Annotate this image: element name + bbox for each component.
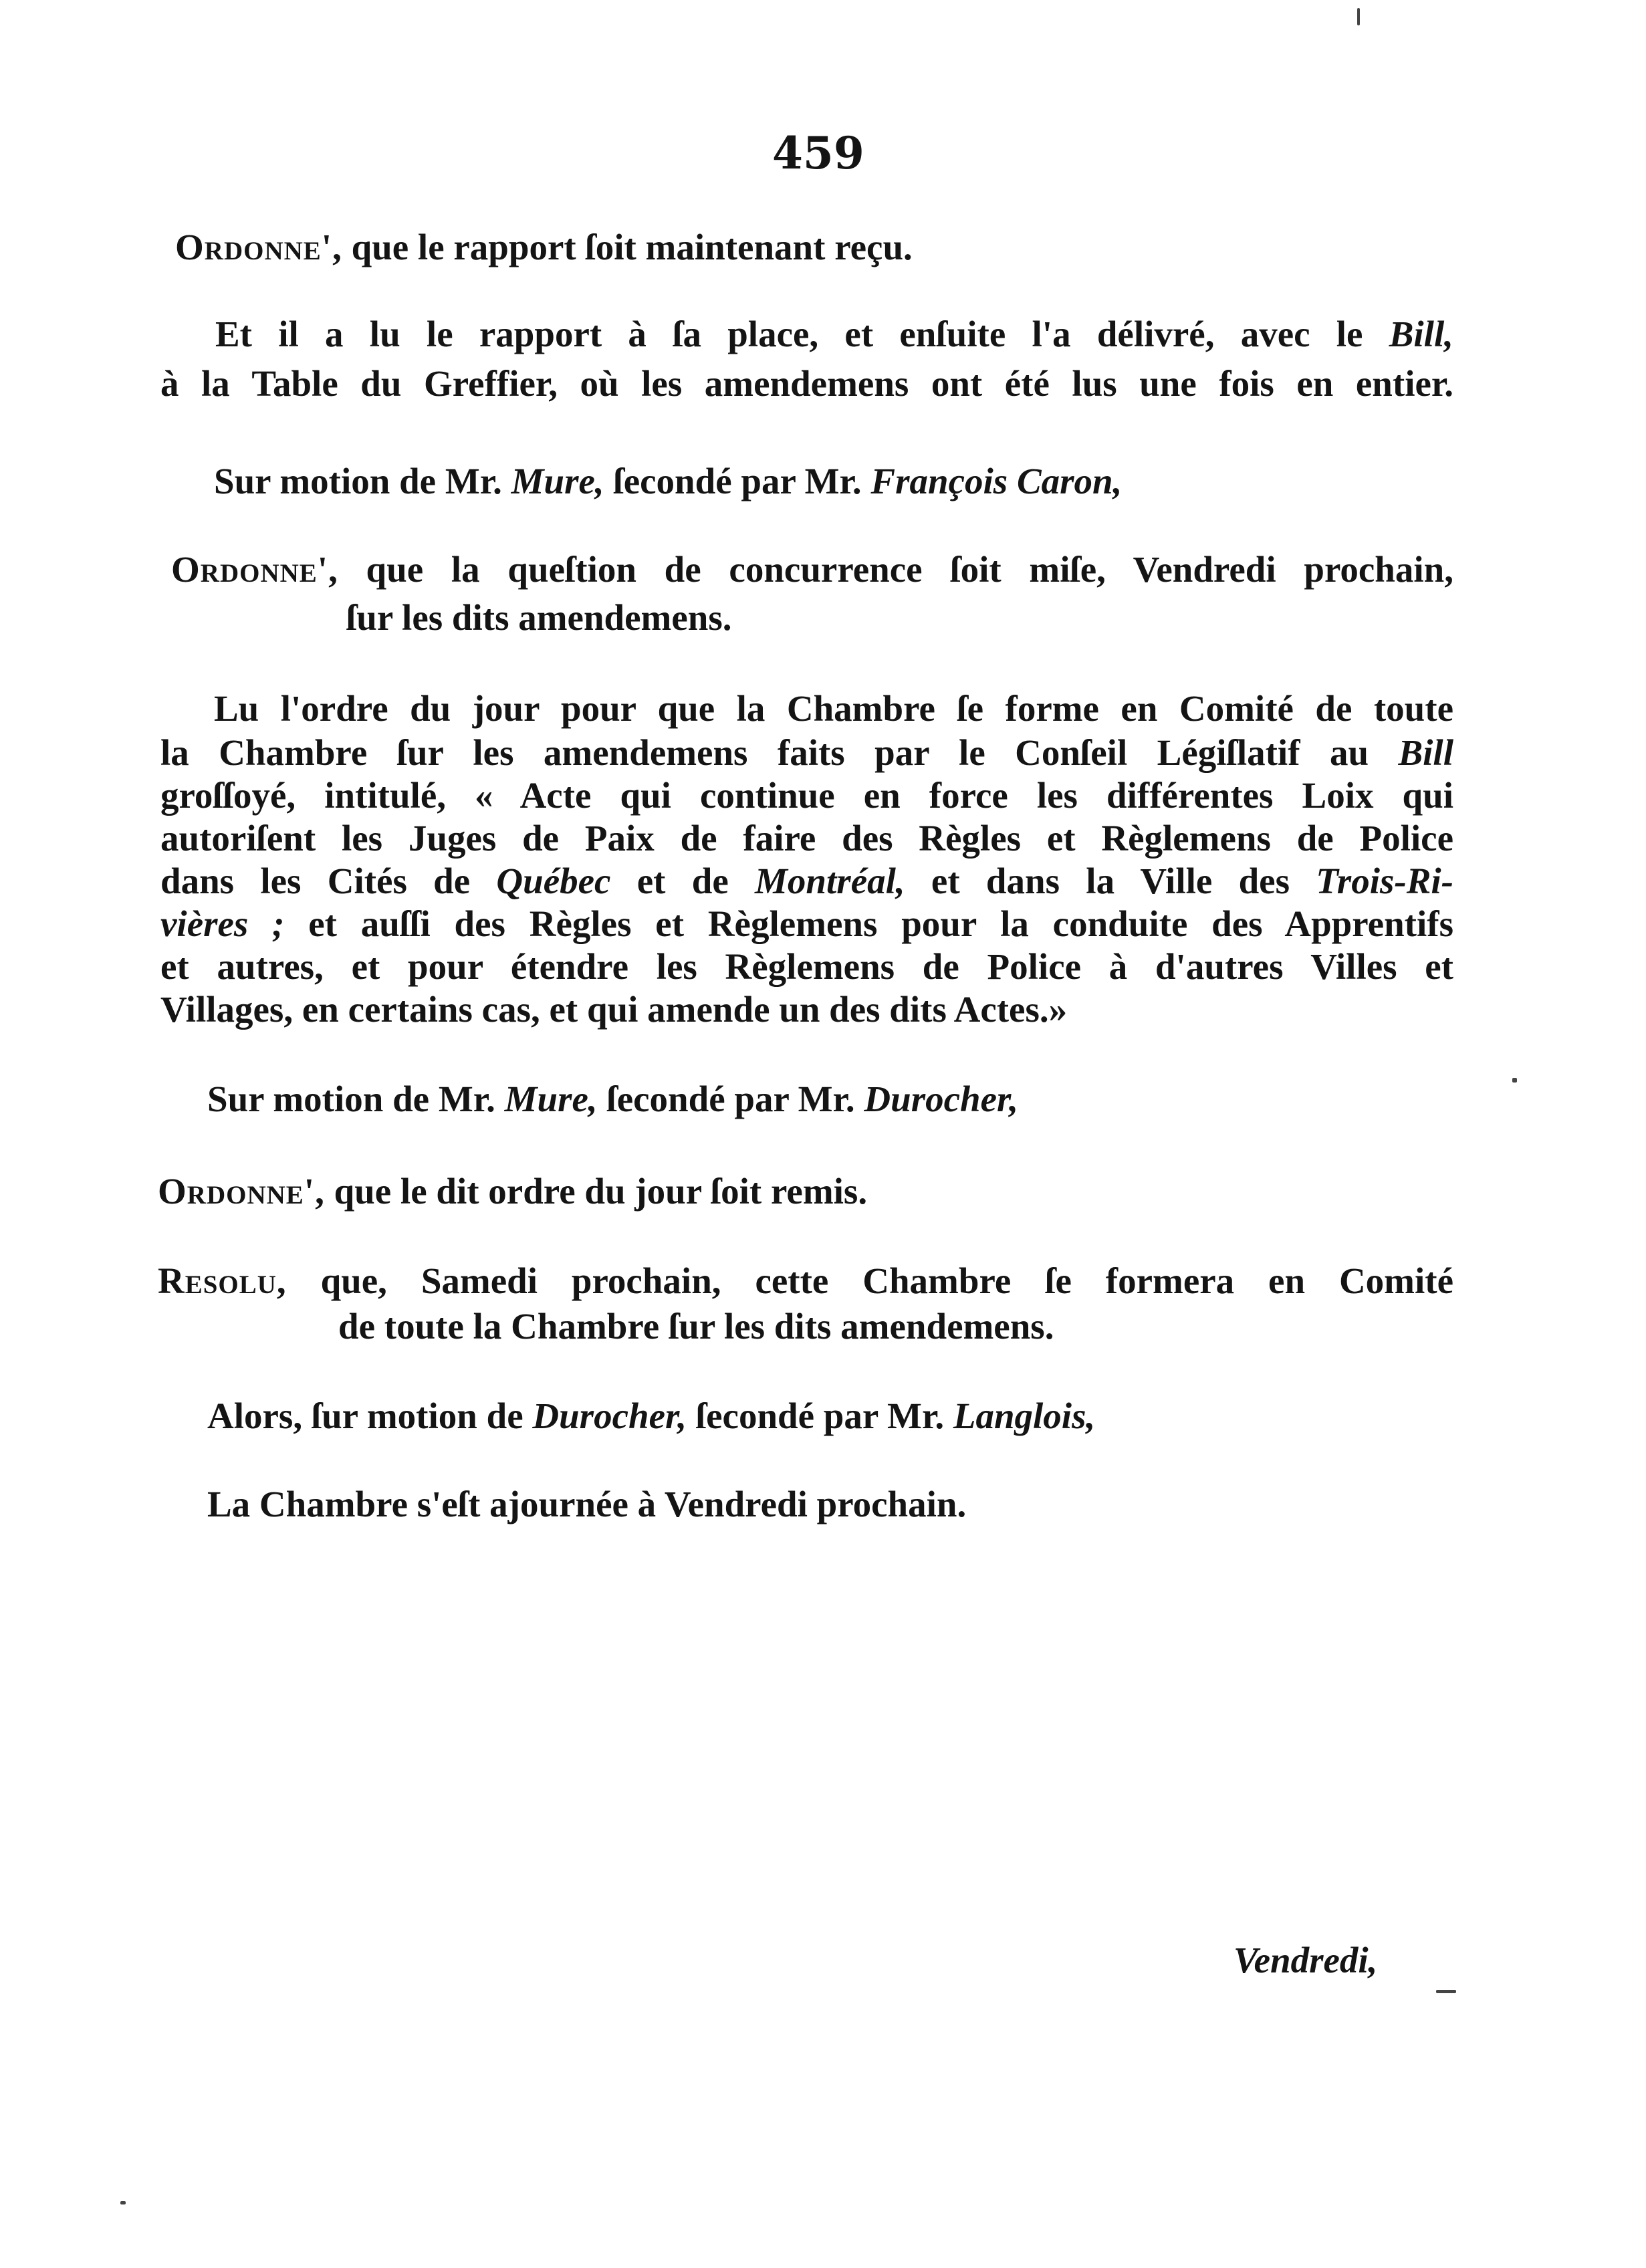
ordonne-heading: Ordonne',: [171, 549, 338, 590]
text: ſur les dits amendemens.: [346, 597, 732, 638]
text: groſſoyé, intitulé, « Acte qui continue en force les différentes Loix qui: [160, 775, 1453, 816]
ordre-du-jour-line-5: [160, 860, 1453, 903]
bill-word: Bill: [1398, 732, 1453, 773]
text: et autres, et pour étendre les Règlemens de Police à d'autres Villes et: [160, 946, 1453, 987]
text: de toute la Chambre ſur les dits amendemens.: [338, 1306, 1054, 1347]
place-trois-rivieres: Trois-Ri-: [1316, 861, 1453, 901]
ordre-du-jour-line-8: [160, 988, 1067, 1031]
place-trois-rivieres-cont: vières ;: [160, 903, 285, 944]
paragraph-ordonne-concurrence-line-2: [346, 596, 732, 639]
page-number: 459: [772, 127, 864, 179]
text: ſecondé par Mr.: [604, 461, 871, 501]
catchword: Vendredi,: [1233, 1940, 1378, 1980]
paragraph-rapport-line-2: [160, 362, 1453, 405]
name-langlois: Langlois,: [953, 1395, 1096, 1436]
ordonne-heading: Ordonne',: [158, 1171, 325, 1212]
text: que la queſtion de concurrence ſoit miſe, Vendredi prochain,: [338, 549, 1453, 590]
ordonne-heading: Ordonne',: [175, 227, 342, 267]
paragraph-ordonne-rapport: [175, 226, 913, 269]
name-francois-caron: François Caron,: [870, 461, 1123, 501]
name-mure: Mure,: [511, 461, 604, 501]
paragraph-resolu-line-2: [338, 1305, 1054, 1348]
text: Lu l'ordre du jour pour que la Chambre ſe forme en Comité de toute: [214, 688, 1453, 729]
text: que le dit ordre du jour ſoit remis.: [324, 1171, 868, 1212]
text: Sur motion de Mr.: [214, 461, 511, 501]
ordre-du-jour-line-6: [160, 903, 1453, 945]
text: Et il a lu le rapport à ſa place, et enſuite l'a délivré, avec le: [215, 314, 1389, 354]
text: à la Table du Greffier, où les amendemens ont été lus une fois en entier.: [160, 363, 1453, 404]
motion-mure-caron: [214, 460, 1122, 503]
resolu-heading: Resolu,: [158, 1260, 287, 1301]
paragraph-ordonne-concurrence: [171, 548, 1453, 591]
print-speck: [1512, 1078, 1517, 1083]
name-durocher: Durocher,: [864, 1079, 1019, 1119]
text: Sur motion de Mr.: [207, 1079, 505, 1119]
text: ſecondé par Mr.: [687, 1395, 953, 1436]
ordre-du-jour-line-7: [160, 945, 1453, 988]
ordre-du-jour-line-1: [214, 687, 1453, 730]
print-speck: [1436, 1990, 1456, 1993]
ordre-du-jour-line-4: [160, 817, 1453, 860]
text: que le rapport ſoit maintenant reçu.: [342, 227, 913, 267]
text: La Chambre s'eſt ajournée à Vendredi prochain.: [207, 1484, 967, 1524]
text: et dans la Ville des: [905, 861, 1316, 901]
text: autoriſent les Juges de Paix de faire des Règles et Règlemens de Police: [160, 818, 1453, 859]
text: dans les Cités de: [160, 861, 497, 901]
paragraph-resolu-line-1: [158, 1260, 1453, 1302]
text: que, Samedi prochain, cette Chambre ſe formera en Comité: [286, 1260, 1453, 1301]
text: la Chambre ſur les amendemens faits par le Conſeil Légiſlatif au: [160, 732, 1399, 773]
text: Alors, ſur motion de: [207, 1395, 533, 1436]
text: et de: [610, 861, 755, 901]
paragraph-rapport-line-1: [215, 313, 1453, 356]
text: ſecondé par Mr.: [597, 1079, 864, 1119]
ordre-du-jour-line-2: [160, 731, 1453, 774]
paragraph-ordonne-remis: [158, 1170, 867, 1213]
place-quebec: Québec: [496, 861, 611, 901]
bill-word: Bill,: [1389, 314, 1453, 354]
ordre-du-jour-line-3: [160, 774, 1453, 817]
print-speck: [120, 2201, 126, 2204]
place-montreal: Montréal,: [755, 861, 905, 901]
adjournment-line: [207, 1483, 966, 1526]
name-durocher: Durocher,: [532, 1395, 687, 1436]
motion-mure-durocher: [207, 1078, 1018, 1121]
motion-durocher-langlois: [207, 1395, 1095, 1438]
text: Villages, en certains cas, et qui amende un des dits Actes.»: [160, 989, 1068, 1030]
text: et auſſi des Règles et Règlemens pour la conduite des Apprentifs: [284, 903, 1453, 944]
print-speck: [1357, 8, 1360, 25]
name-mure: Mure,: [504, 1079, 598, 1119]
